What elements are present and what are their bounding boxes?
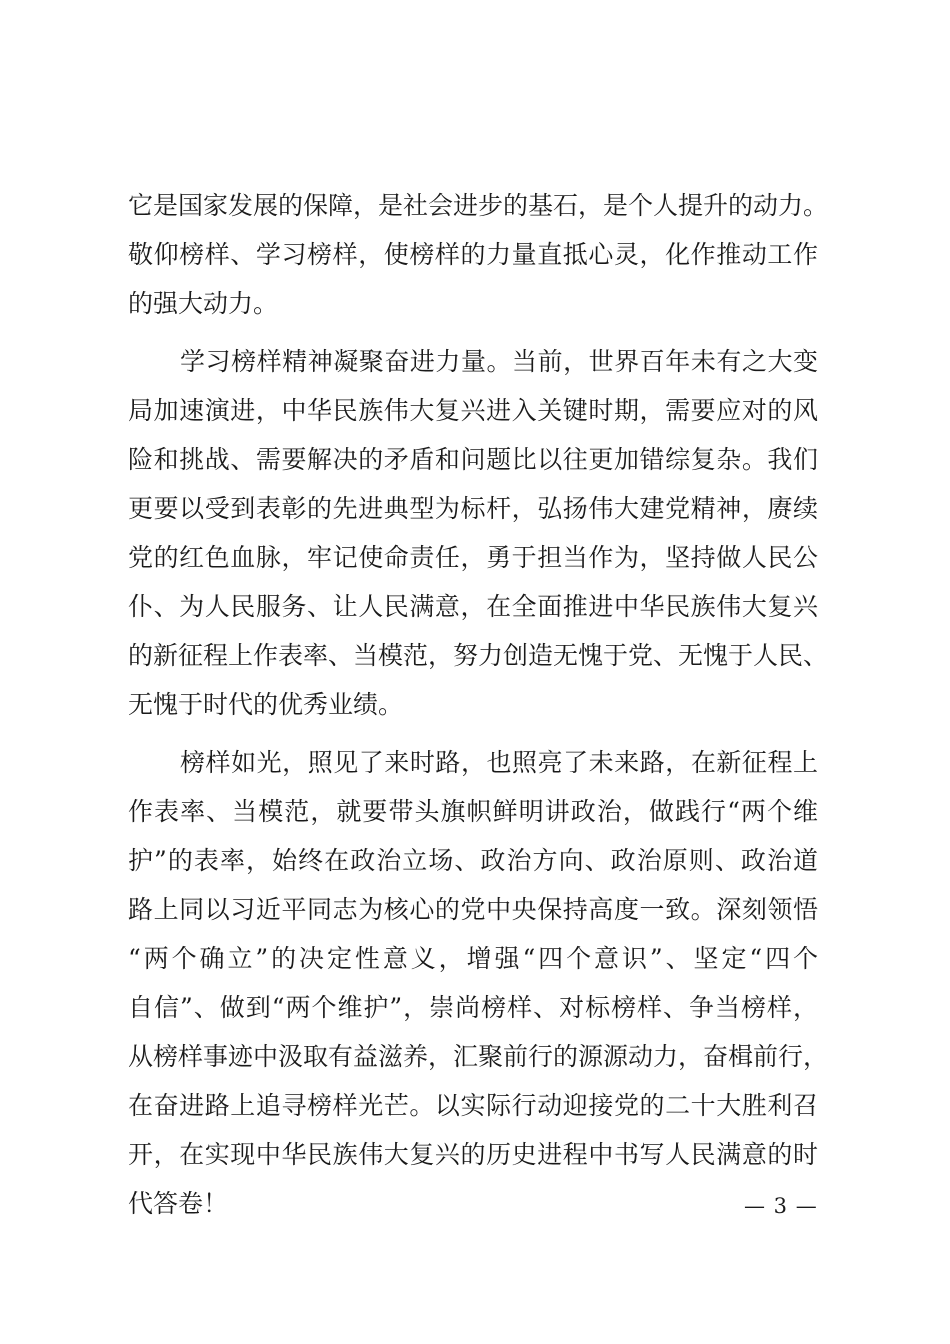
text-line: 仆、为人民服务、让人民满意，在全面推进中华民族伟大复兴 <box>128 592 818 621</box>
text-line: 敬仰榜样、学习榜样，使榜样的力量直抵心灵，化作推动工作 <box>128 240 818 269</box>
text-line: 的强大动力。 <box>128 289 279 318</box>
text-line: 护”的表率，始终在政治立场、政治方向、政治原则、政治道 <box>128 846 818 875</box>
paragraph <box>128 738 829 1228</box>
text-line: 党的红色血脉，牢记使命责任，勇于担当作为，坚持做人民公 <box>128 543 818 572</box>
text-line: 路上同以习近平同志为核心的党中央保持高度一致。深刻领悟 <box>128 895 818 924</box>
text-line: 从榜样事迹中汲取有益滋养，汇聚前行的源源动力，奋楫前行， <box>128 1042 829 1071</box>
text-line: 作表率、当模范，就要带头旗帜鲜明讲政治，做践行“两个维 <box>128 797 818 826</box>
paragraph <box>128 337 829 729</box>
text-line: 自信”、做到“两个维护”，崇尚榜样、对标榜样、争当榜样， <box>128 993 818 1022</box>
text-line: 代答卷！ <box>128 1189 229 1218</box>
text-line: 开，在实现中华民族伟大复兴的历史进程中书写人民满意的时 <box>128 1140 818 1169</box>
paragraph <box>128 181 829 328</box>
text-line: 它是国家发展的保障，是社会进步的基石，是个人提升的动力。 <box>128 191 829 220</box>
text-line: 险和挑战、需要解决的矛盾和问题比以往更加错综复杂。我们 <box>128 445 818 474</box>
document-page <box>128 181 829 1228</box>
text-line: “两个确立”的决定性意义，增强“四个意识”、坚定“四个 <box>128 944 818 973</box>
text-line: 学习榜样精神凝聚奋进力量。当前，世界百年未有之大变 <box>180 347 818 376</box>
text-line: 榜样如光，照见了来时路，也照亮了未来路，在新征程上 <box>180 748 818 777</box>
text-line: 的新征程上作表率、当模范，努力创造无愧于党、无愧于人民、 <box>128 641 829 670</box>
text-line: 更要以受到表彰的先进典型为标杆，弘扬伟大建党精神，赓续 <box>128 494 818 523</box>
text-line: 在奋进路上追寻榜样光芒。以实际行动迎接党的二十大胜利召 <box>128 1091 818 1120</box>
text-line: 无愧于时代的优秀业绩。 <box>128 690 404 719</box>
page-number: — 3 — <box>744 1194 818 1218</box>
text-line: 局加速演进，中华民族伟大复兴进入关键时期，需要应对的风 <box>128 396 818 425</box>
